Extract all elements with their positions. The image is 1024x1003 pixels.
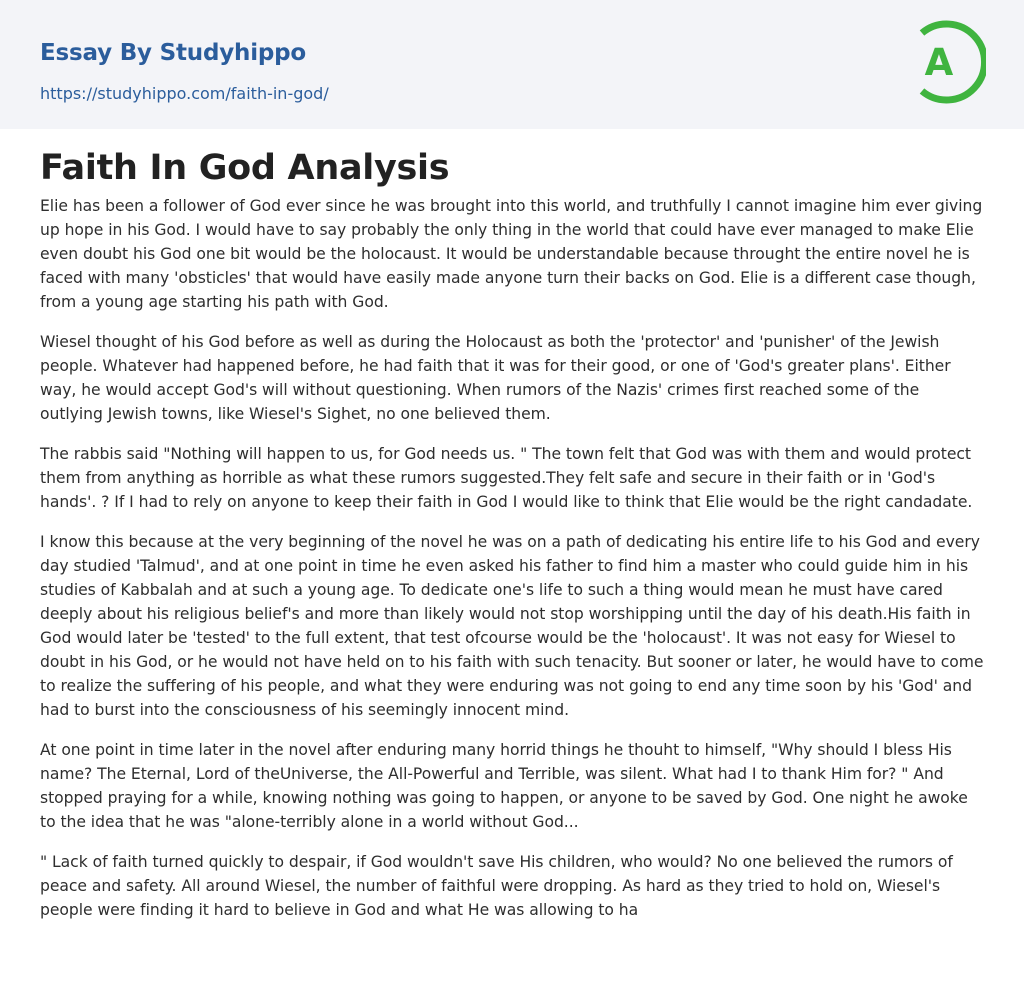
site-brand[interactable]: Essay By Studyhippo [40,40,307,66]
essay-url-link[interactable]: https://studyhippo.com/faith-in-god/ [40,84,329,103]
essay-paragraph: I know this because at the very beginning of the novel he was on a path of dedicating his entire life to his God and every day studied 'Talmud', and at one point in time he even asked his father to find him a master who could guide him in his studies of Kabbalah and at such a young age. To dedicate one's life to such a thing would mean he must have cared deeply about his religious belief's and more than likely would not stop worshipping until the day of his death.His faith in God would later be 'tested' to the full extent, that test ofcourse would be the 'holocaust'. It was not easy for Wiesel to doubt in his God, or he would not have held on to his faith with such tenacity. But sooner or later, he would have to come to realize the suffering of his people, and what they were enduring was not going to end any time soon by his 'God' and had to burst into the consciousness of his seemingly innocent mind. [40,533,984,719]
essay-paragraph: Wiesel thought of his God before as well as during the Holocaust as both the 'protector' and 'punisher' of the Jewish people. Whatever had happened before, he had faith that it was for their good, or one of 'God's greater plans'. Either way, he would accept God's will without questioning. When rumors of the Nazis' crimes first reached some of the outlying Jewish towns, like Wiesel's Sighet, no one believed them. [40,333,951,423]
essay-paragraph: At one point in time later in the novel after enduring many horrid things he thouht to himself, "Why should I bless His name? The Eternal, Lord of theUniverse, the All-Powerful and Terrible, was silent. What had I to thank Him for? " And stopped praying for a while, knowing nothing was going to happen, or anyone to be saved by God. One night he awoke to the idea that he was "alone-terribly alone in a world without God... [40,741,968,831]
essay-paragraph: The rabbis said "Nothing will happen to us, for God needs us. " The town felt that God was with them and would protect them from anything as horrible as what these rumors suggested.They felt safe and secure in their faith or in 'God's hands'. ? If I had to rely on anyone to keep their faith in God I would like to think that Elie would be the right candadate. [40,445,973,511]
logo-letter: A [924,41,954,84]
studyhippo-logo-icon[interactable] [914,19,986,105]
essay-paragraph: Elie has been a follower of God ever since he was brought into this world, and truthfully I cannot imagine him ever giving up hope in his God. I would have to say probably the only thing in the world that could have ever managed to make Elie even doubt his God one bit would be the holocaust. It would be understandable because throught the entire novel he is faced with many 'obsticles' that would have easily made anyone turn their backs on God. Elie is a different case though, from a young age starting his path with God. [40,197,983,311]
site-header [0,0,1024,129]
essay-paragraph: " Lack of faith turned quickly to despair, if God wouldn't save His children, who would? No one believed the rumors of peace and safety. All around Wiesel, the number of faithful were dropping. As hard as they tried to hold on, Wiesel's people were finding it hard to believe in God and what He was allowing to ha [40,853,953,919]
essay-body [40,194,984,938]
page-title: Faith In God Analysis [40,148,450,188]
